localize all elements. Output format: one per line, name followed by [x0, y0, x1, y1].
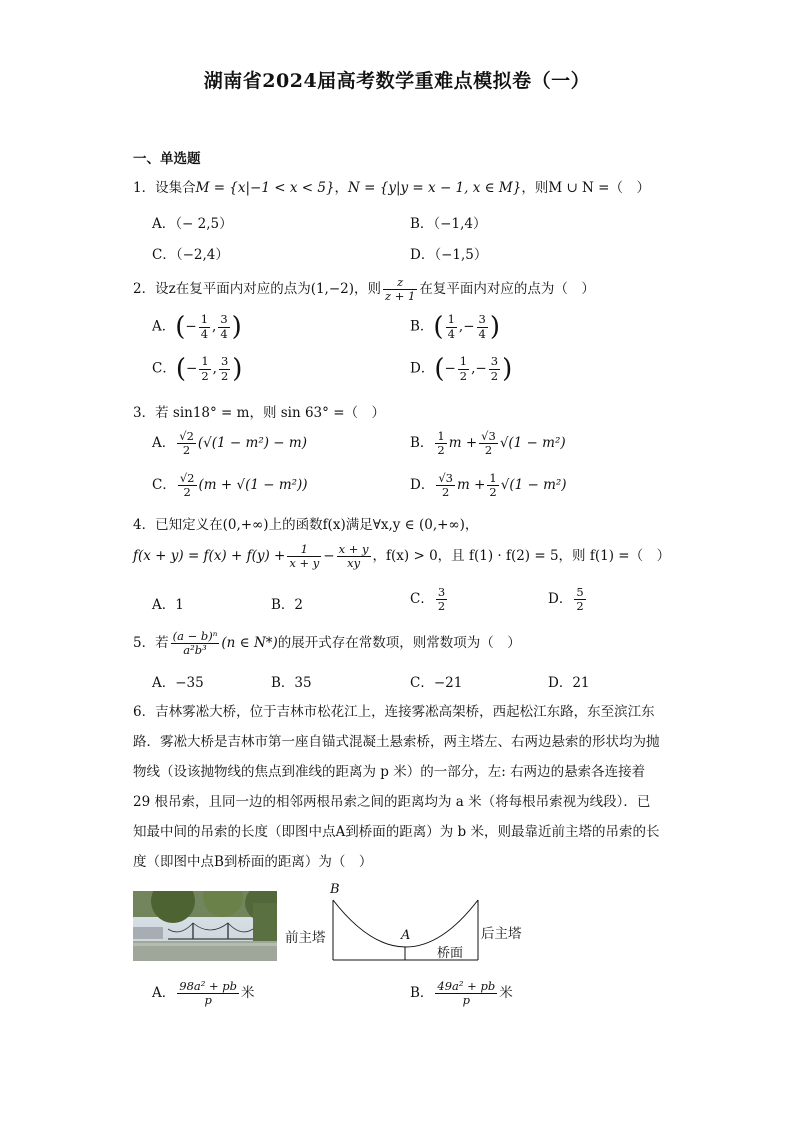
q2-option-a: A．(− $\frac{1}{4}$ , $\frac{3}{4}$ ): [152, 312, 242, 342]
set-m: M = {x|−1 < x < 5}: [195, 180, 335, 196]
separator: ，: [334, 180, 349, 196]
set-n: N = {y|y = x − 1, x ∈ M}: [348, 180, 522, 196]
deck-label: 桥面: [437, 946, 464, 961]
rear-tower-label: 后主塔: [481, 926, 522, 942]
question-5: 5．若 $\frac{\text{(a − b)ⁿ}}{\text{a²b³}}$ (n ∈ N*)的展开式存在常数项，则常数项为（ ）: [133, 629, 521, 658]
question-number: 2．: [133, 281, 156, 298]
question-1: [133, 176, 650, 196]
page-title: 湖南省2024届高考数学重难点模拟卷（一）: [203, 70, 591, 92]
question-number: 5．: [133, 635, 156, 652]
section-heading: 一、单选题: [133, 151, 201, 167]
question-lead: 设z在复平面内对应的点为(1,−2)，则: [155, 281, 382, 298]
option-c: C．（−2,4）: [152, 247, 229, 263]
front-tower-label: 前主塔: [285, 930, 326, 946]
question-number: 1．: [133, 180, 156, 196]
q4-option-c: C． $\frac{3}{2}$: [410, 585, 446, 614]
q6-option-a: A． $\frac{\text{98a² + pb}}{p}$ 米: [152, 979, 255, 1008]
question-3: [133, 401, 385, 421]
label-b: B: [330, 882, 340, 897]
label-a: A: [401, 928, 411, 943]
q3-option-d: D． $\frac{√3}{2}$ m + $\frac{1}{2}$ √(1 − m²): [410, 471, 567, 500]
q3-option-c: C． $\frac{√2}{2}$ (m + √(1 − m²)): [152, 471, 308, 500]
question-2: [133, 276, 595, 303]
q4-option-b: B．2: [271, 597, 304, 613]
q5-option-d: D．21: [548, 675, 590, 691]
question-text: 吉林雾凇大桥，位于吉林市松花江上，连接雾凇高架桥，西起松江东路，东至滨江东路．雾凇大桥是吉林市第一座自锚式混凝土悬索桥，两主塔左、右两边悬索的形状均为抛物线（设该抛物线的焦点到准线的距离为 p 米）的一部分，左: 右两边的悬索各连接着 29 根吊索，且同一边的相邻两根吊索之间的距离均为 a 米（将每根吊索视为线段）．已知最中间的吊索的长度（即图中点A到桥面的距离）为 b 米，则最靠近前主塔的吊索的长度（即图中点B到桥面的距离）为（ ）: [133, 704, 660, 870]
q3-option-b: B． $\frac{1}{2}$ m + $\frac{√3}{2}$ √(1 − m²): [410, 429, 566, 458]
q2-option-c: C．(− $\frac{1}{2}$ , $\frac{3}{2}$ ): [152, 354, 243, 384]
q5-option-a: A．−35: [152, 675, 204, 691]
question-ask: ，则M ∪ N =（ ）: [521, 180, 650, 196]
option-d: D．（−1,5）: [410, 247, 488, 263]
question-stem: 若 sin18° = m，则 sin 63° =（ ）: [155, 405, 386, 421]
q4-option-a: A．1: [152, 597, 184, 613]
q2-option-d: D．(− $\frac{1}{2}$ ,− $\frac{3}{2}$ ): [410, 354, 513, 384]
q5-option-c: C．−21: [410, 675, 463, 691]
q3-option-a: A． $\frac{√2}{2}$ (√(1 − m²) − m): [152, 429, 307, 458]
question-6: [133, 697, 663, 877]
q6-option-b: B． $\frac{\text{49a² + pb}}{p}$ 米: [410, 979, 513, 1008]
question-tail: 在复平面内对应的点为（ ）: [419, 281, 595, 298]
question-4: [133, 513, 478, 533]
bridge-diagram: [285, 882, 535, 966]
question-line1: 已知定义在(0,+∞)上的函数f(x)满足∀x,y ∈ (0,+∞)，: [155, 517, 479, 533]
q2-option-b: B．( $\frac{1}{4}$ ,− $\frac{3}{4}$ ): [410, 312, 500, 342]
question-lead: 设集合: [155, 180, 196, 196]
option-b: B．（−1,4）: [410, 216, 487, 232]
question-number: 4．: [133, 517, 156, 533]
bridge-photo: [133, 891, 277, 961]
question-number: 3．: [133, 405, 156, 421]
question-4-equation: f(x + y) = f(x) + f(y) + $\frac{1}{x + y}$ − $\frac{x + y}{xy}$ ，f(x) > 0，且 f(1) · f(2) = 5，则 f(1) =（ ）: [133, 542, 671, 571]
q5-option-b: B．35: [271, 675, 312, 691]
q4-option-d: D． $\frac{5}{2}$: [548, 585, 584, 614]
option-a: A．（− 2,5）: [152, 216, 233, 232]
fraction: $\frac{z}{z + 1}$: [385, 275, 416, 304]
question-number: 6．: [133, 704, 156, 720]
